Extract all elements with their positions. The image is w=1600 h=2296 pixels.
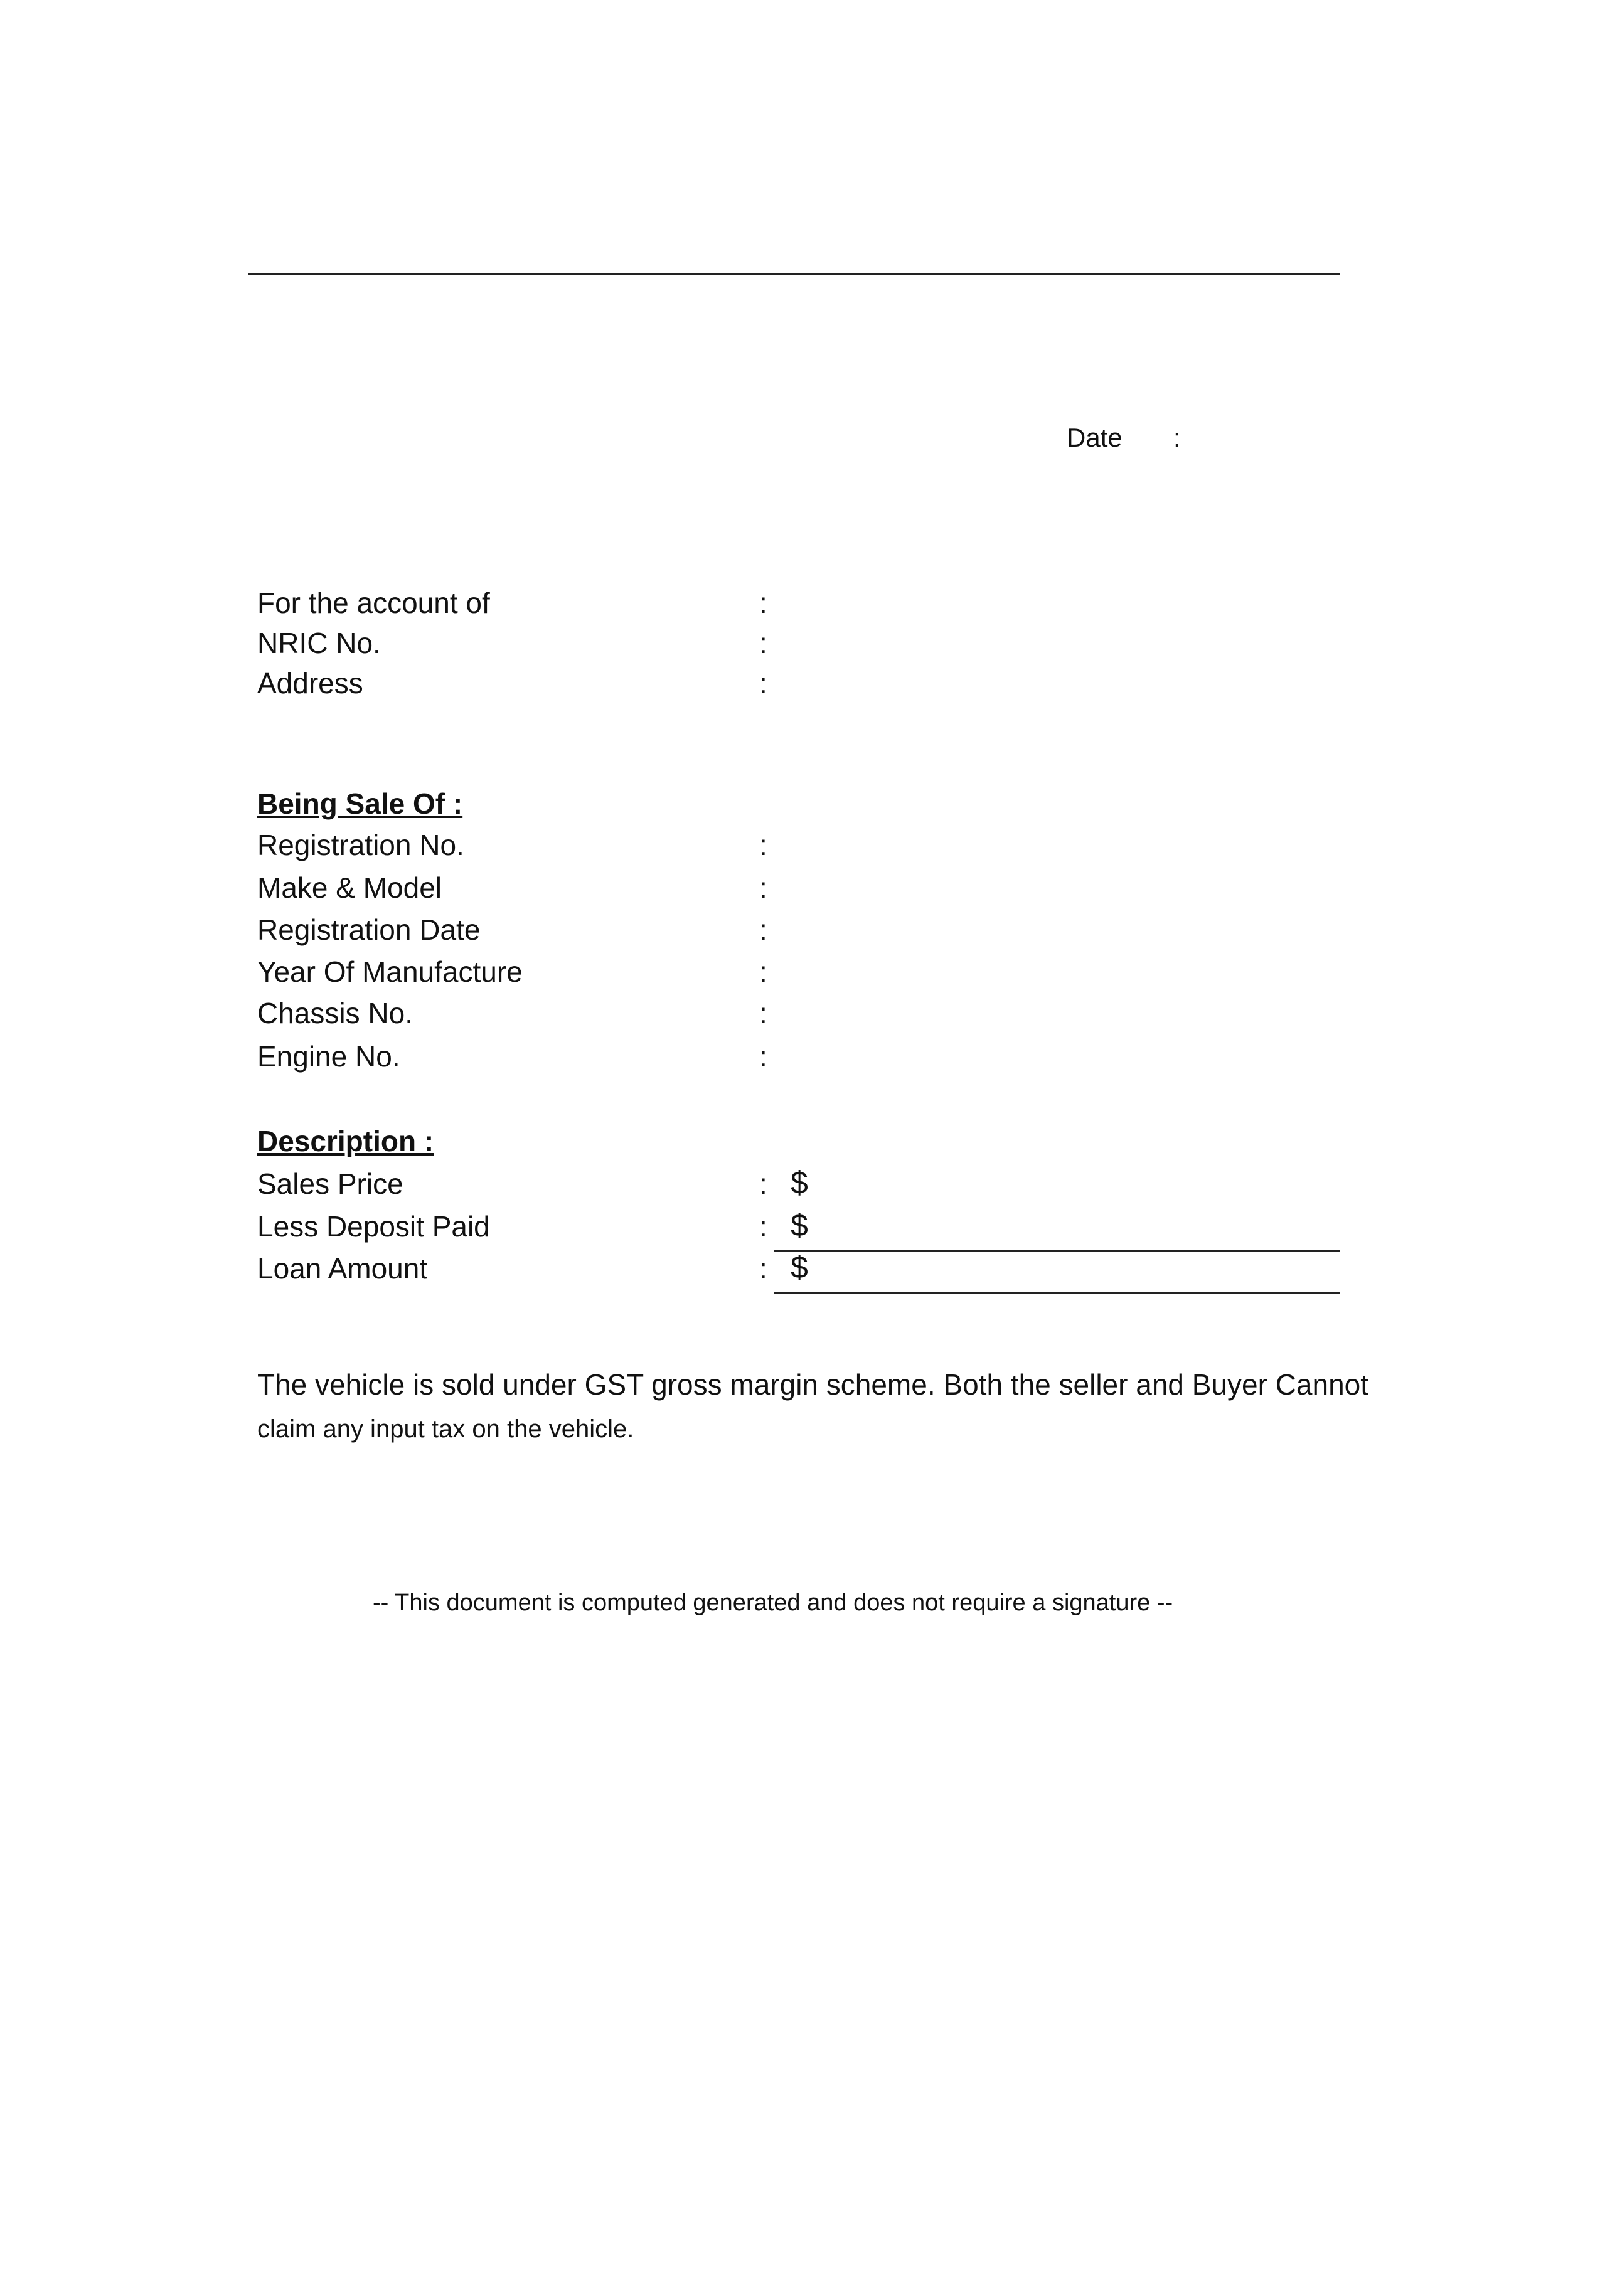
date-label: Date [1067,423,1123,452]
nric-colon: : [759,627,767,659]
gst-note-line-1: The vehicle is sold under GST gross margin scheme. Both the seller and Buyer Cannot [257,1368,1369,1401]
date-colon: : [1173,423,1181,452]
account-of-colon: : [759,587,767,619]
registration-no-label: Registration No. [257,829,464,861]
loan-amount-colon: : [759,1252,767,1285]
loan-amount-label: Loan Amount [257,1252,428,1285]
gst-note-line-2: claim any input tax on the vehicle. [257,1415,634,1443]
less-deposit-underline [774,1250,1340,1252]
less-deposit-currency: $ [791,1208,808,1243]
engine-no-colon: : [759,1040,767,1073]
make-model-colon: : [759,871,767,904]
year-of-manufacture-label: Year Of Manufacture [257,955,523,988]
being-sale-of-heading: Being Sale Of : [257,787,463,820]
chassis-no-colon: : [759,997,767,1029]
account-of-label: For the account of [257,587,490,619]
less-deposit-label: Less Deposit Paid [257,1210,490,1243]
sales-price-colon: : [759,1167,767,1200]
year-of-manufacture-colon: : [759,955,767,988]
registration-date-colon: : [759,913,767,946]
loan-amount-underline [774,1292,1340,1294]
description-heading: Description : [257,1125,434,1157]
registration-date-label: Registration Date [257,913,481,946]
make-model-label: Make & Model [257,871,442,904]
address-label: Address [257,667,363,699]
engine-no-label: Engine No. [257,1040,400,1073]
sales-price-label: Sales Price [257,1167,403,1200]
chassis-no-label: Chassis No. [257,997,413,1029]
header-rule [248,273,1340,275]
registration-no-colon: : [759,829,767,861]
footer-disclaimer: -- This document is computed generated and does not require a signature -- [373,1590,1173,1616]
less-deposit-colon: : [759,1210,767,1243]
nric-label: NRIC No. [257,627,381,659]
address-colon: : [759,667,767,699]
loan-amount-currency: $ [791,1250,808,1285]
sales-price-currency: $ [791,1165,808,1200]
